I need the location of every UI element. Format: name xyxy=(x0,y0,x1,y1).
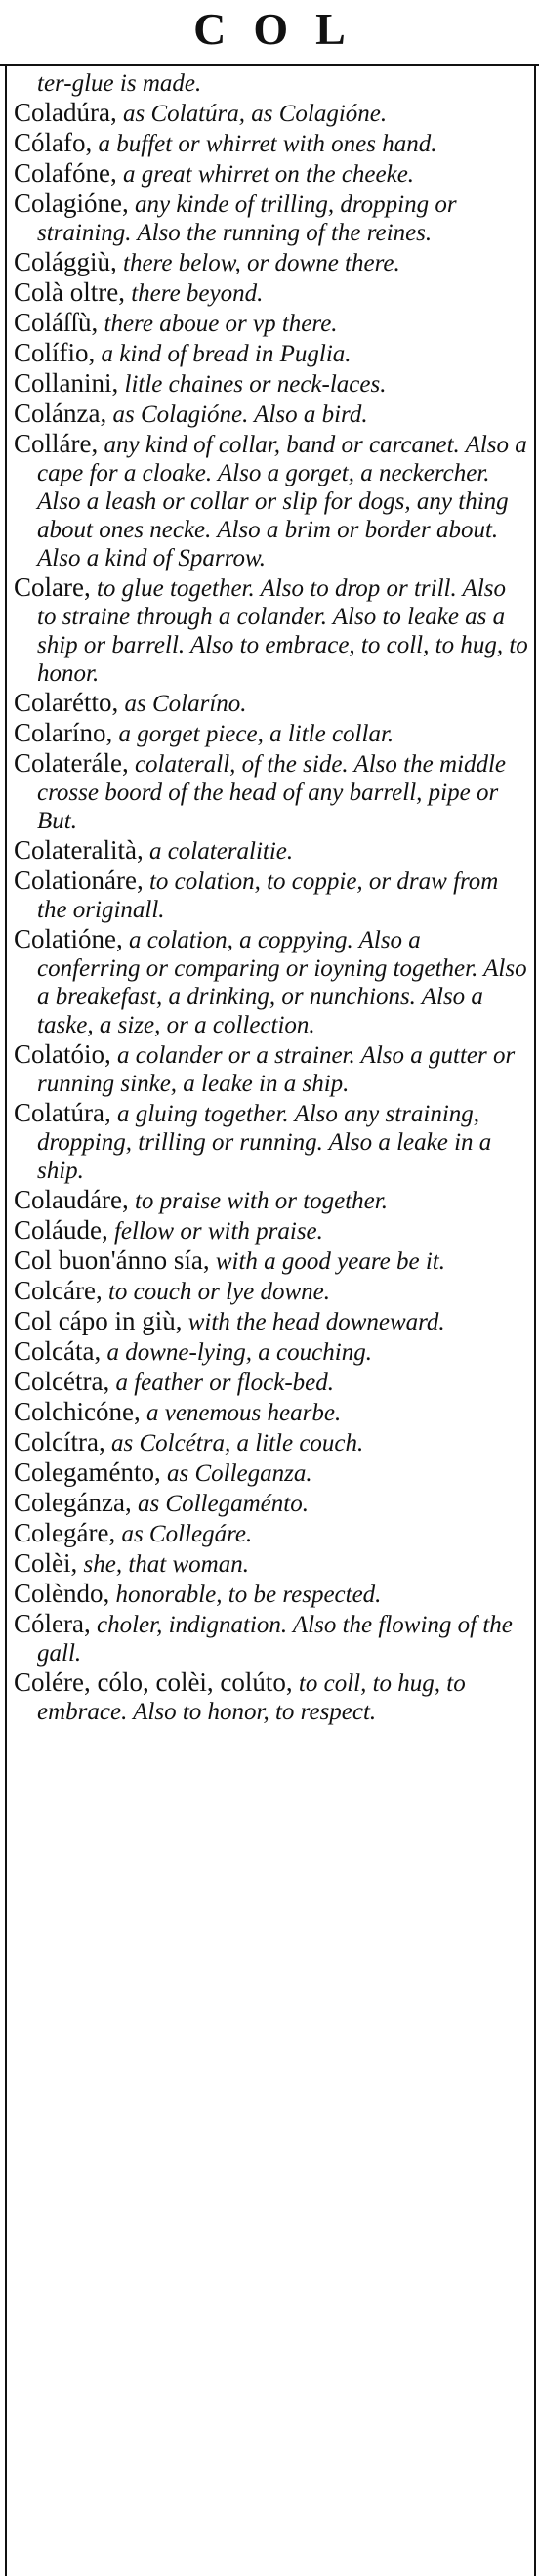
dictionary-entry xyxy=(14,248,529,277)
dictionary-entry xyxy=(14,1099,529,1185)
dictionary-entry xyxy=(14,749,529,835)
headword: Colà oltre, xyxy=(14,277,125,307)
headword: Colegaménto, xyxy=(14,1457,161,1487)
headword: Coláſſù, xyxy=(14,308,99,337)
dictionary-entry xyxy=(14,1580,529,1609)
dictionary-entry xyxy=(14,1368,529,1397)
headword: Cólafo, xyxy=(14,128,93,157)
headword: Colationáre, xyxy=(14,866,144,895)
dictionary-entry xyxy=(14,1216,529,1246)
dictionary-entry xyxy=(14,1458,529,1488)
dictionary-entry xyxy=(14,190,529,247)
column-rule-left xyxy=(5,66,7,2576)
column-rule-right xyxy=(534,66,536,2576)
definition: a venemous hearbe. xyxy=(145,1400,342,1426)
headword: Colcítra, xyxy=(14,1427,105,1457)
headword: Colatóio, xyxy=(14,1039,111,1069)
dictionary-entry xyxy=(14,1489,529,1518)
headword: Cólera, xyxy=(14,1609,91,1638)
definition: there below, or downe there. xyxy=(123,250,400,276)
headword: Colegáre, xyxy=(14,1518,116,1547)
dictionary-entry xyxy=(14,925,529,1039)
headword: Colcáre, xyxy=(14,1276,103,1305)
definition: a kind of bread in Puglia. xyxy=(101,341,352,367)
definition: there beyond. xyxy=(131,280,264,307)
headword: Colatúra, xyxy=(14,1098,111,1127)
dictionary-entry xyxy=(14,1668,529,1726)
definition: a colation, a coppying. Also a conferring or comparing or ioyning together. Also a breakefast, a drinking, or nunchions. Also a taske, a size, or a collection. xyxy=(37,927,527,1038)
headword: Colaudáre, xyxy=(14,1185,129,1214)
definition: to praise with or together. xyxy=(134,1188,388,1214)
definition: there aboue or vp there. xyxy=(104,311,338,337)
headword: Colagióne, xyxy=(14,189,129,218)
headword: Colcétra, xyxy=(14,1367,110,1396)
headword: Colèi, xyxy=(14,1548,78,1578)
headword: Colaterále, xyxy=(14,748,129,778)
dictionary-entry xyxy=(14,278,529,308)
headword: Colláre, xyxy=(14,429,99,458)
headword: Colcáta, xyxy=(14,1336,102,1366)
dictionary-entry xyxy=(14,573,529,688)
definition: as Collegaménto. xyxy=(137,1491,309,1517)
definition: a great whirret on the cheeke. xyxy=(122,161,415,188)
headword: Colífio, xyxy=(14,338,96,367)
dictionary-entry xyxy=(14,866,529,924)
definition: any kinde of trilling, dropping or straining. Also the running of the reines. xyxy=(37,191,457,246)
definition: as Colleganza. xyxy=(166,1460,312,1487)
dictionary-entry xyxy=(14,1040,529,1098)
dictionary-entry xyxy=(14,1337,529,1367)
definition: as Colagióne. Also a bird. xyxy=(112,401,368,428)
definition: honorable, to be respected. xyxy=(115,1582,382,1608)
dictionary-entry xyxy=(14,1307,529,1336)
dictionary-entry xyxy=(14,1398,529,1427)
dictionary-column xyxy=(14,68,529,1727)
dictionary-entry xyxy=(14,1277,529,1306)
headword: Col cápo in giù, xyxy=(14,1306,183,1335)
dictionary-entry xyxy=(14,1246,529,1276)
definition: a buffet or whirret with ones hand. xyxy=(98,131,437,157)
definition: to coll, to hug, to embrace. Also to honor, to respect. xyxy=(37,1670,466,1725)
headword: Colatióne, xyxy=(14,924,123,953)
dictionary-entry xyxy=(14,400,529,429)
definition: a colander or a strainer. Also a gutter or running sinke, a leake in a ship. xyxy=(37,1042,516,1097)
dictionary-entry xyxy=(14,99,529,128)
definition: to colation, to coppie, or draw from the originall. xyxy=(37,868,499,923)
definition: colaterall, of the side. Also the middle crosse boord of the head of any barrell, pipe or But. xyxy=(37,751,506,834)
headword: Colarétto, xyxy=(14,688,119,717)
running-head: COL xyxy=(193,4,373,54)
definition: with the head downeward. xyxy=(187,1309,445,1335)
dictionary-entry xyxy=(14,309,529,338)
headword: Colegánza, xyxy=(14,1488,132,1517)
dictionary-entry xyxy=(14,159,529,189)
headword: Colánza, xyxy=(14,399,107,428)
definition: a feather or flock-bed. xyxy=(115,1370,335,1396)
definition: to couch or lye downe. xyxy=(107,1279,330,1305)
definition: any kind of collar, band or carcanet. Also a cape for a cloake. Also a gorget, a neckercher. Also a leash or collar or slip for dogs, any thing about ones necke. Also a brim or border about. Also a kind of Sparrow. xyxy=(37,432,527,571)
definition: as Collegáre. xyxy=(121,1521,253,1547)
definition: a downe-lying, a couching. xyxy=(106,1339,372,1366)
page-header xyxy=(0,0,539,63)
dictionary-entry xyxy=(14,836,529,866)
dictionary-entry xyxy=(14,129,529,158)
headword: Colafóne, xyxy=(14,158,117,188)
definition: ter-glue is made. xyxy=(37,70,202,97)
headword: Coláude, xyxy=(14,1215,108,1245)
dictionary-entry xyxy=(14,68,529,98)
headword: Colateralità, xyxy=(14,835,144,865)
definition: choler, indignation. Also the flowing of the gall. xyxy=(37,1612,513,1667)
definition: a colateralitie. xyxy=(148,838,294,865)
dictionary-entry xyxy=(14,1428,529,1457)
definition: a gluing together. Also any straining, dropping, trilling or running. Also a leake in a ship. xyxy=(37,1101,492,1184)
dictionary-entry xyxy=(14,1610,529,1668)
definition: she, that woman. xyxy=(83,1551,249,1578)
dictionary-entry xyxy=(14,1519,529,1548)
dictionary-entry xyxy=(14,430,529,572)
definition: litle chaines or neck-laces. xyxy=(124,371,387,398)
headword: Col buon'ánno sía, xyxy=(14,1246,210,1275)
definition: a gorget piece, a litle collar. xyxy=(118,721,394,747)
dictionary-entry xyxy=(14,369,529,399)
definition: as Colaríno. xyxy=(124,691,247,717)
dictionary-entry xyxy=(14,1186,529,1215)
headword: Colaríno, xyxy=(14,718,113,747)
dictionary-entry xyxy=(14,339,529,368)
headword: Collanini, xyxy=(14,368,119,398)
definition: to glue together. Also to drop or trill. Also to straine through a colander. Also to leake as a ship or barrell. Also to embrace, to coll, to hug, to honor. xyxy=(37,575,528,687)
headword: Colare, xyxy=(14,572,91,602)
definition: with a good yeare be it. xyxy=(215,1248,446,1275)
definition: as Colcétra, a litle couch. xyxy=(110,1430,364,1457)
headword: Colággiù, xyxy=(14,247,117,276)
headword: Coladúra, xyxy=(14,98,117,127)
dictionary-entry xyxy=(14,689,529,718)
header-rule xyxy=(0,64,539,66)
definition: fellow or with praise. xyxy=(113,1218,323,1245)
headword: Colèndo, xyxy=(14,1579,110,1608)
dictionary-entry xyxy=(14,719,529,748)
dictionary-entry xyxy=(14,1549,529,1579)
definition: as Colatúra, as Colagióne. xyxy=(122,101,388,127)
headword: Colchicóne, xyxy=(14,1397,141,1426)
headword: Colére, cólo, colèi, colúto, xyxy=(14,1668,293,1697)
